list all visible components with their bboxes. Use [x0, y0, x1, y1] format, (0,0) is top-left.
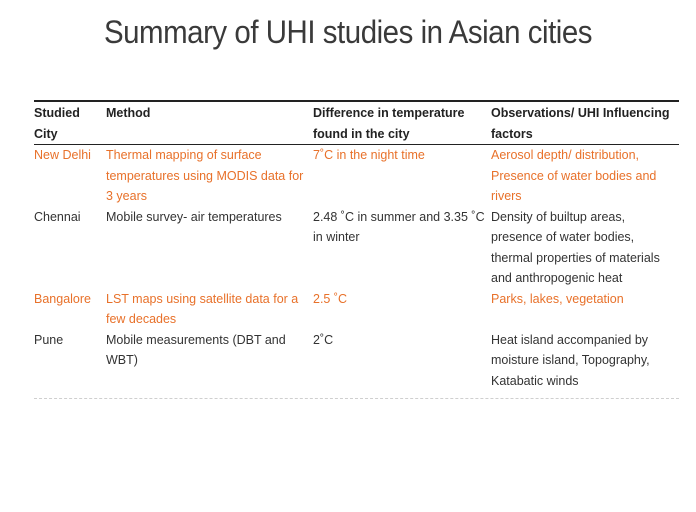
header-studied-city: Studied City [34, 106, 80, 141]
cell-observations: Heat island accompanied by moisture island, Topography, Katabatic winds [491, 332, 650, 388]
cell-city: New Delhi [34, 148, 91, 162]
table-header-row [34, 103, 679, 145]
cell-observations: Parks, lakes, vegetation [491, 291, 624, 306]
table-row [34, 330, 679, 392]
cell-difference: 2.48 ˚C in summer and 3.35 ˚C in winter [313, 209, 485, 244]
cell-observations: Aerosol depth/ distribution, Presence of water bodies and rivers [491, 148, 657, 203]
cell-city: Chennai [34, 209, 81, 224]
table-bottom-rule [34, 398, 679, 399]
slide-title: Summary of UHI studies in Asian cities [103, 14, 593, 50]
table-row [34, 289, 679, 330]
table-row [34, 145, 679, 207]
cell-method: Thermal mapping of surface temperatures using MODIS data for 3 years [106, 148, 304, 203]
cell-difference: 2.5 ˚C [313, 291, 348, 306]
cell-city: Pune [34, 332, 64, 347]
header-method: Method [106, 106, 151, 120]
uhi-summary-table [34, 103, 679, 391]
table-top-rule [34, 100, 679, 102]
cell-difference: 7˚C in the night time [313, 148, 425, 162]
cell-method: Mobile measurements (DBT and WBT) [106, 332, 286, 367]
cell-city: Bangalore [34, 291, 91, 306]
cell-observations: Density of builtup areas, presence of water bodies, thermal properties of materials and anthropogenic heat [491, 209, 660, 285]
header-temperature-difference: Difference in temperature found in the city [313, 106, 465, 141]
header-observations: Observations/ UHI Influencing factors [491, 106, 670, 141]
cell-method: Mobile survey- air temperatures [106, 209, 282, 224]
cell-method: LST maps using satellite data for a few decades [106, 291, 299, 326]
cell-difference: 2˚C [313, 332, 334, 347]
table-row [34, 207, 679, 289]
